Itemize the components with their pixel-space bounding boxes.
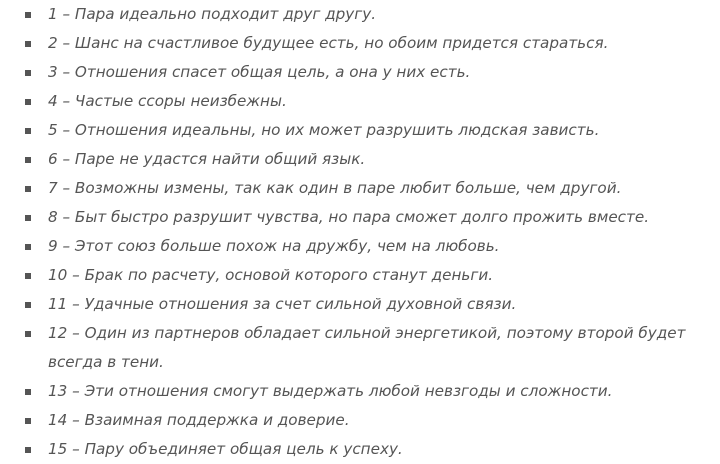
bullet-icon [25, 41, 31, 47]
list-item-text: 4 – Частые ссоры неизбежны. [48, 92, 287, 110]
list-item [0, 87, 720, 116]
bullet-icon [25, 331, 31, 337]
list-item-text: 5 – Отношения идеальны, но их может разрушить людская зависть. [48, 121, 600, 139]
list-item [0, 319, 720, 377]
list-item [0, 58, 720, 87]
bullet-icon [25, 302, 31, 308]
list-item-text: 6 – Паре не удастся найти общий язык. [48, 150, 366, 168]
list-item-text: 14 – Взаимная поддержка и доверие. [48, 411, 350, 429]
bullet-icon [25, 389, 31, 395]
bullet-icon [25, 273, 31, 279]
list-item-text: 7 – Возможны измены, так как один в паре любит больше, чем другой. [48, 179, 622, 197]
bullet-icon [25, 447, 31, 453]
list-item-text: 13 – Эти отношения смогут выдержать любой невзгоды и сложности. [48, 382, 613, 400]
list-item [0, 116, 720, 145]
bullet-icon [25, 418, 31, 424]
list-item-text: 12 – Один из партнеров обладает сильной энергетикой, поэтому второй будет [48, 324, 686, 342]
bullet-icon [25, 99, 31, 105]
list-item [0, 377, 720, 406]
bullet-icon [25, 157, 31, 163]
bullet-icon [25, 128, 31, 134]
list-item-text: 3 – Отношения спасет общая цель, а она у них есть. [48, 63, 471, 81]
list-item [0, 0, 720, 29]
list-item [0, 29, 720, 58]
list-item-text: 15 – Пару объединяет общая цель к успеху. [48, 440, 403, 458]
bullet-icon [25, 244, 31, 250]
list-item [0, 174, 720, 203]
list-item [0, 290, 720, 319]
list-item [0, 406, 720, 435]
list-item [0, 261, 720, 290]
list-item-text: 11 – Удачные отношения за счет сильной духовной связи. [48, 295, 517, 313]
list-item-text: 8 – Быт быстро разрушит чувства, но пара сможет долго прожить вместе. [48, 208, 650, 226]
list-item-text: 2 – Шанс на счастливое будущее есть, но обоим придется стараться. [48, 34, 609, 52]
bullet-icon [25, 186, 31, 192]
list-item [0, 435, 720, 464]
list-item [0, 145, 720, 174]
bullet-icon [25, 70, 31, 76]
bullet-icon [25, 12, 31, 18]
bullet-icon [25, 215, 31, 221]
list-item-text-continuation: всегда в тени. [48, 353, 164, 371]
list-item-text: 9 – Этот союз больше похож на дружбу, чем на любовь. [48, 237, 500, 255]
list-item-text: 1 – Пара идеально подходит друг другу. [48, 5, 377, 23]
list-item-text: 10 – Брак по расчету, основой которого станут деньги. [48, 266, 494, 284]
list-item [0, 232, 720, 261]
list-item [0, 203, 720, 232]
